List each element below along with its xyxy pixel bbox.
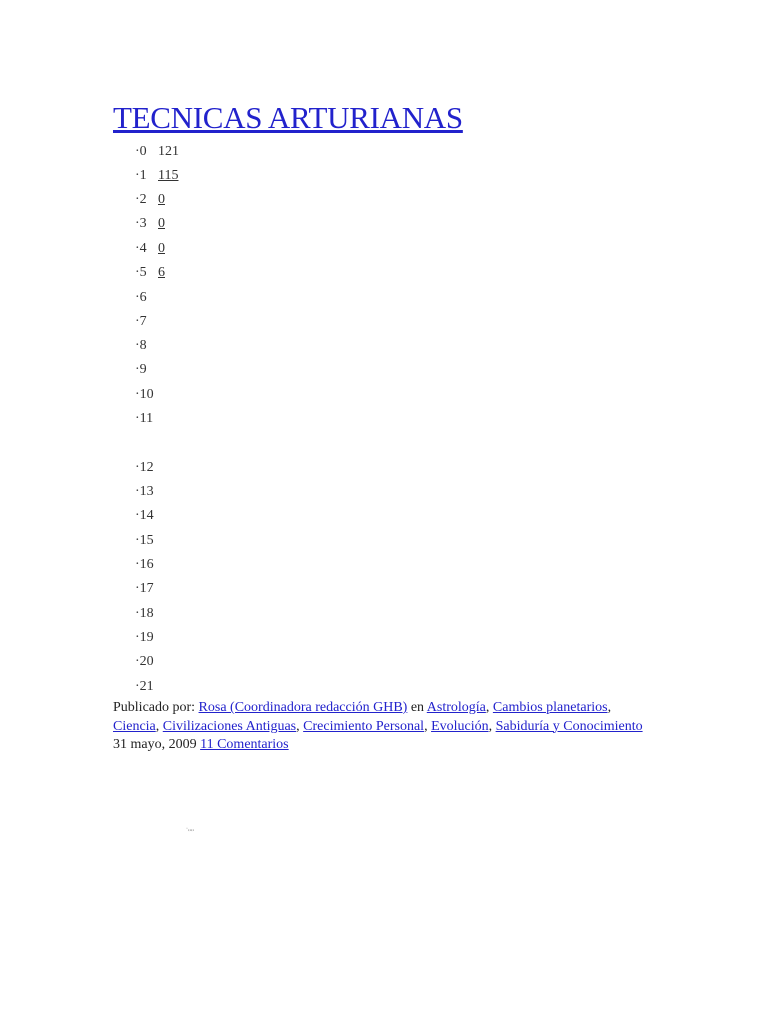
category-link[interactable]: Civilizaciones Antiguas: [162, 718, 297, 734]
category-link[interactable]: Evolución: [431, 718, 489, 734]
count-label: ·12: [135, 460, 154, 475]
count-label: ·11: [135, 411, 154, 426]
count-label: ·17: [135, 581, 154, 596]
count-row: [135, 189, 165, 211]
count-label: ·1: [135, 168, 147, 183]
count-label: ·8: [135, 338, 147, 353]
count-label: ·14: [135, 508, 154, 523]
count-value[interactable]: 0: [158, 241, 165, 256]
count-label: ·21: [135, 679, 154, 694]
count-label: ·6: [135, 290, 147, 305]
count-label: ·13: [135, 484, 154, 499]
count-value: 121: [158, 144, 179, 159]
count-value[interactable]: 115: [158, 168, 179, 183]
count-label: ·10: [135, 387, 154, 402]
count-row: [135, 262, 165, 284]
count-label: ·7: [135, 314, 147, 329]
count-row: [135, 384, 158, 406]
count-label: ·15: [135, 533, 154, 548]
category-link[interactable]: Cambios planetarios: [492, 700, 608, 715]
count-value[interactable]: 6: [158, 265, 165, 280]
count-row: [135, 287, 158, 309]
count-row: [135, 554, 158, 576]
count-row: [135, 213, 165, 235]
count-label: ·0: [135, 144, 147, 159]
count-row: [135, 359, 158, 381]
count-row: [135, 530, 158, 552]
count-label: ·3: [135, 216, 147, 231]
post-title[interactable]: [113, 98, 463, 138]
count-row: [135, 238, 165, 260]
count-row: [135, 651, 158, 673]
author-link[interactable]: Rosa (Coordinadora redacción GHB): [198, 700, 408, 715]
count-row: [135, 578, 158, 600]
count-row: [135, 141, 179, 163]
count-label: ·20: [135, 654, 154, 669]
comments-link[interactable]: 11 Comentarios: [200, 737, 289, 752]
count-label: ·9: [135, 362, 147, 377]
count-row: [135, 311, 158, 333]
category-link[interactable]: Ciencia: [113, 718, 156, 734]
category-links: Astrología, Cambios planetarios, Ciencia, Civilizaciones Antiguas, Crecimiento Personal, Evolución, Sabiduría y Conocimiento: [113, 700, 643, 734]
count-row: [135, 408, 158, 430]
category-link[interactable]: Astrología: [426, 700, 486, 715]
category-link[interactable]: Crecimiento Personal: [303, 718, 425, 734]
count-row: [135, 165, 178, 187]
count-row: [135, 627, 158, 649]
in-word: en: [410, 700, 425, 715]
published-by-label: Publicado por:: [113, 700, 196, 715]
count-label: ·16: [135, 557, 154, 572]
count-row: [135, 603, 158, 625]
post-meta: [113, 699, 658, 755]
post-date: 31 mayo, 2009: [113, 737, 197, 752]
post-title-link[interactable]: TECNICAS ARTURIANAS: [113, 100, 463, 135]
count-row: [135, 481, 158, 503]
count-label: ·4: [135, 241, 147, 256]
count-value[interactable]: 0: [158, 192, 165, 207]
count-value[interactable]: 0: [158, 216, 165, 231]
count-row: [135, 457, 158, 479]
count-label: ·2: [135, 192, 147, 207]
count-label: ·5: [135, 265, 147, 280]
category-link[interactable]: Sabiduría y Conocimiento: [495, 718, 643, 734]
count-row: [135, 335, 158, 357]
count-row: [135, 676, 158, 698]
count-label: ·19: [135, 630, 154, 645]
count-label: ·18: [135, 606, 154, 621]
stray-mark: ·,,,,: [186, 826, 194, 832]
count-row: [135, 505, 158, 527]
